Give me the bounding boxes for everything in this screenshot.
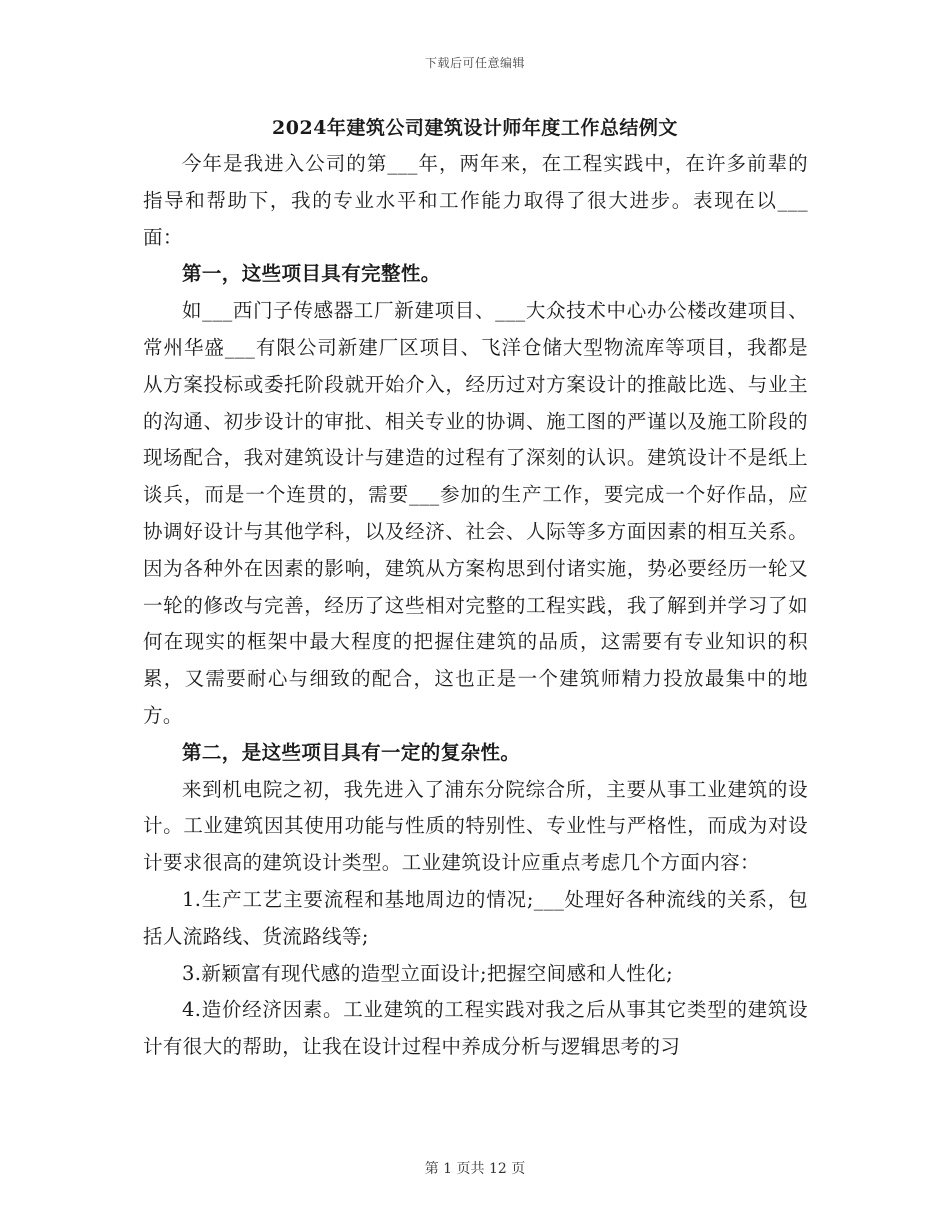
list-item-4: 4.造价经济因素。工业建筑的工程实践对我之后从事其它类型的建筑设计有很大的帮助，让我在设计过程中养成分析与逻辑思考的习 [143,998,808,1059]
paragraph-completeness: 如___西门子传感器工厂新建项目、___大众技术中心办公楼改建项目、常州华盛___有限公司新建厂区项目、飞洋仓储大型物流库等项目，我都是从方案投标或委托阶段就开始介入，经历过对方案设计的推敲比选、与业主的沟通、初步设计的审批、相关专业的协调、施工图的严谨以及施工阶段的现场配合，我对建筑设计与建造的过程有了深刻的认识。建筑设计不是纸上谈兵，而是一个连贯的，需要___参加的生产工作，要完成一个好作品，应协调好设计与其他学科，以及经济、社会、人际等多方面因素的相互关系。因为各种外在因素的影响，建筑从方案构思到付诸实施，势必要经历一轮又一轮的修改与完善，经历了这些相对完整的工程实践，我了解到并学习了如何在现实的框架中最大程度的把握住建筑的品质，这需要有专业知识的积累，又需要耐心与细致的配合，这也正是一个建筑师精力投放最集中的地方。 [143,299,808,727]
paragraph-intro: 今年是我进入公司的第___年，两年来，在工程实践中，在许多前辈的指导和帮助下，我的专业水平和工作能力取得了很大进步。表现在以___面： [143,152,808,249]
page-header-note: 下载后可任意编辑 [424,56,525,70]
document-body [143,146,808,1066]
document-title: 2024年建筑公司建筑设计师年度工作总结例文 [272,117,678,139]
list-item-3: 3.新颖富有现代感的造型立面设计;把握空间感和人性化; [182,961,674,985]
section-heading-2: 第二，是这些项目具有一定的复杂性。 [182,740,521,764]
paragraph-complexity: 来到机电院之初，我先进入了浦东分院综合所，主要从事工业建筑的设计。工业建筑因其使用功能与性质的特别性、专业性与严格性，而成为对设计要求很高的建筑设计类型。工业建筑设计应重点考虑几个方面内容： [143,777,808,875]
list-item-1: 1.生产工艺主要流程和基地周边的情况;___处理好各种流线的关系，包括人流路线、货流路线等; [143,887,808,948]
page-footer-number: 第 1 页共 12 页 [424,1161,526,1177]
section-heading-1: 第一，这些项目具有完整性。 [182,262,441,286]
